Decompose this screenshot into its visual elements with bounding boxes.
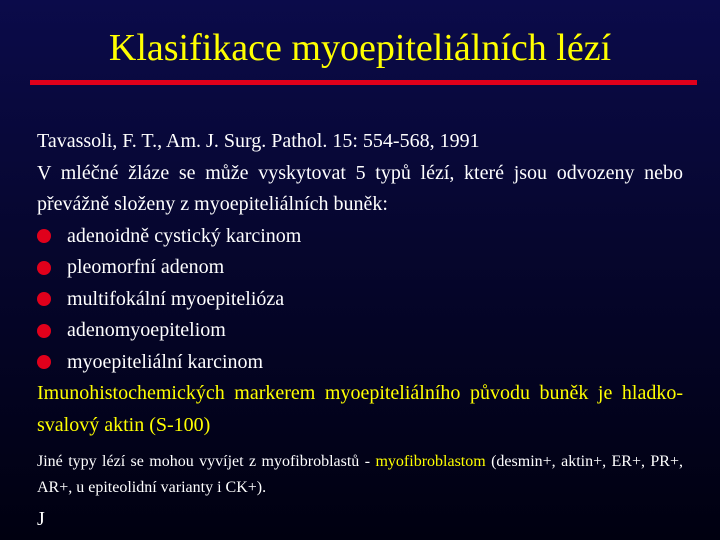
list-item-label: myoepiteliální karcinom — [67, 350, 264, 373]
title-divider — [30, 80, 697, 85]
bullet-icon — [37, 324, 51, 338]
note-text-before: Jiné typy lézí se mohou vyvíjet z myofibroblastů - — [37, 453, 376, 470]
bullet-icon — [37, 229, 51, 243]
list-item — [37, 315, 683, 347]
list-item — [37, 347, 683, 379]
list-item — [37, 252, 683, 284]
bullet-icon — [37, 292, 51, 306]
list-item-label: adenomyoepiteliom — [67, 319, 226, 341]
note-paragraph — [37, 449, 683, 501]
note-highlight: myofibroblastom — [375, 453, 486, 470]
list-item-label: multifokální myoepitelióza — [67, 287, 285, 310]
list-item — [37, 284, 683, 316]
citation: Tavassoli, F. T., Am. J. Surg. Pathol. 15: 554-568, 1991 — [37, 130, 480, 152]
note-text-after: (desmin+, aktin+, ER+, PR+, AR+, u epiteolidní varianty i CK+). — [37, 453, 683, 496]
intro-paragraph: V mléčné žláze se může vyskytovat 5 typů lézí, které jsou odvozeny nebo převážně složeny z myoepiteliálních buněk: — [37, 161, 683, 215]
list-item — [37, 221, 683, 253]
signature: J — [37, 508, 45, 530]
list-item-label: pleomorfní adenom — [67, 256, 225, 278]
bullet-icon — [37, 261, 51, 275]
lesion-list — [37, 221, 683, 379]
marker-paragraph: Imunohistochemických markerem myoepiteliálního původu buněk je hladko-svalový aktin (S-100) — [37, 382, 683, 436]
list-item-label: adenoidně cystický karcinom — [67, 224, 302, 247]
slide-title: Klasifikace myoepiteliálních lézí — [108, 27, 612, 69]
bullet-icon — [37, 355, 51, 369]
slide-body — [37, 126, 683, 533]
